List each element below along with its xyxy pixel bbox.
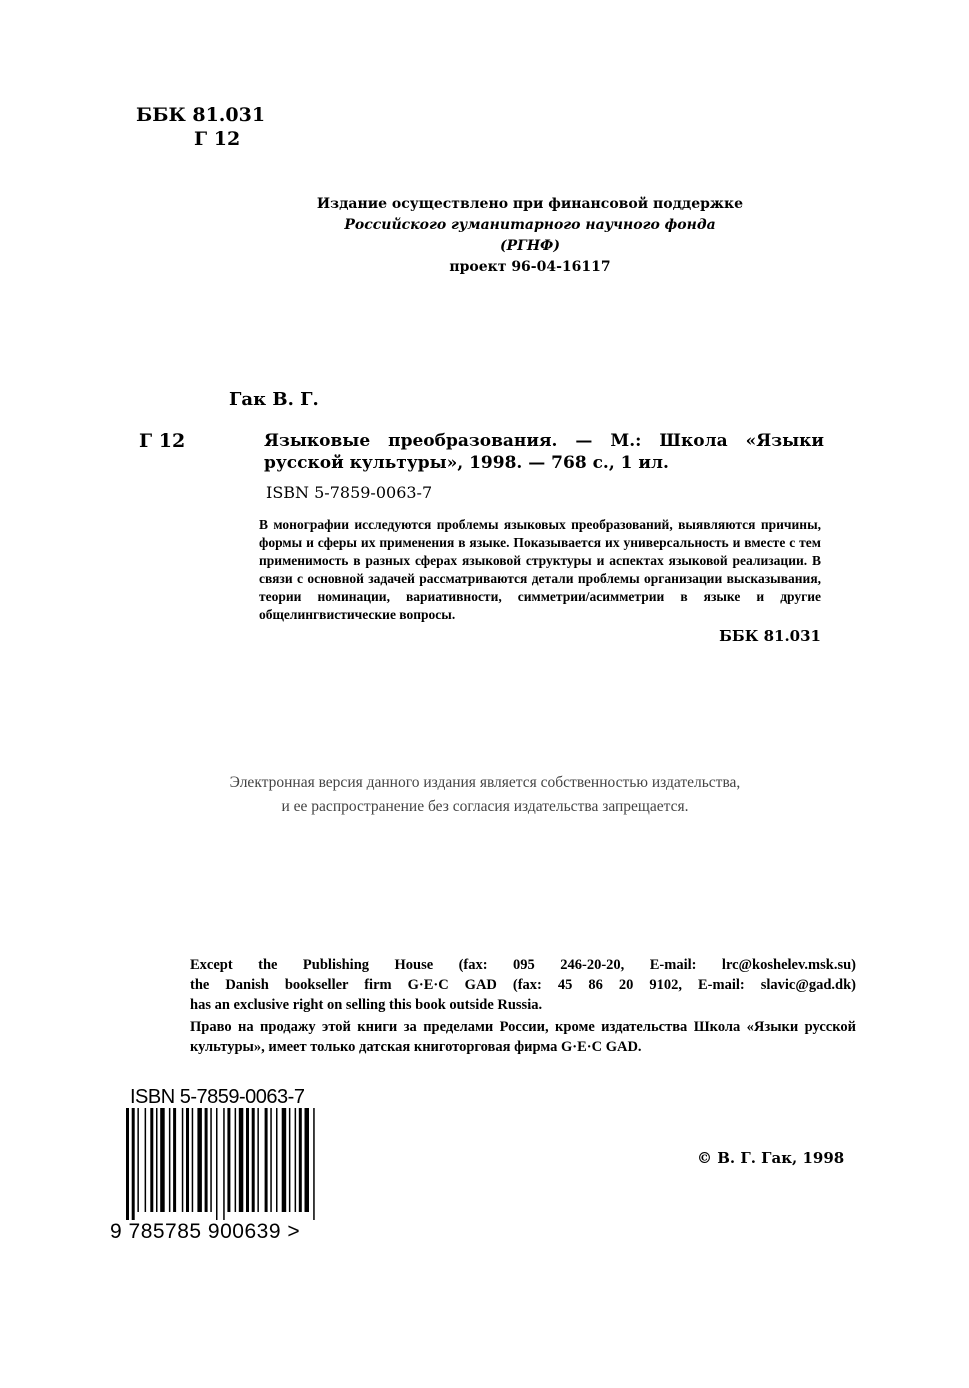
- funding-line-1: Издание осуществлено при финансовой поддержке: [316, 196, 744, 212]
- notice-line-2: и ее распространение без согласия издательства запрещается.: [281, 798, 689, 815]
- copyright-line: © В. Г. Гак, 1998: [697, 1149, 845, 1167]
- author-mark: Г 12: [194, 128, 241, 150]
- bbk-code: ББК 81.031: [136, 104, 266, 126]
- bbk-classification-header: [136, 103, 265, 151]
- abstract-paragraph: В монографии исследуются проблемы языковых преобразований, выявляются причины, формы и сферы их применения в языке. Показывается их универсальность и вместе с тем применимость в разных сферах языковой структуры и аспектах языковой реализации. В связи с основной задачей рассматриваются детали проблемы организации высказывания, теории номинации, вариативности, симметрии/асимметрии в языке и другие общелингвистические вопросы.: [259, 517, 821, 622]
- isbn-line: ISBN 5-7859-0063-7: [266, 483, 433, 502]
- barcode-isbn-label: ISBN 5-7859-0063-7: [130, 1086, 305, 1108]
- catalog-code: Г 12: [139, 430, 186, 452]
- author-name: Гак В. Г.: [229, 389, 319, 410]
- funding-line-4: проект 96-04-16117: [449, 259, 611, 275]
- funding-line-2: Российского гуманитарного научного фонда: [344, 217, 716, 233]
- distribution-russian: Право на продажу этой книги за пределами России, кроме издательства Школа «Языки русской культуры», имеет только датская книготорговая фирма G·E·C GAD.: [190, 1019, 856, 1055]
- book-title-entry: Языковые преобразования. — М.: Школа «Языки русской культуры», 1998. — 768 с., 1 ил.: [264, 431, 824, 473]
- barcode-digits: 9 785785 900639 >: [110, 1220, 301, 1243]
- bbk-footer-code: ББК 81.031: [719, 627, 821, 645]
- distribution-line-3: has an exclusive right on selling this book outside Russia.: [190, 997, 543, 1013]
- distribution-line-1: Except the Publishing House (fax: 095 246-20-20, E-mail: lrc@koshelev.msk.su): [190, 957, 856, 973]
- funding-line-3: (РГНФ): [500, 238, 560, 254]
- notice-line-1: Электронная версия данного издания является собственностью издательства,: [229, 774, 741, 791]
- distribution-line-2: the Danish bookseller firm G·E·C GAD (fax: 45 86 20 9102, E-mail: slavic@gad.dk): [190, 977, 856, 993]
- barcode-image: [124, 1108, 324, 1220]
- distribution-english: [190, 955, 856, 1015]
- funding-note: [300, 194, 760, 278]
- electronic-version-notice: [150, 771, 820, 819]
